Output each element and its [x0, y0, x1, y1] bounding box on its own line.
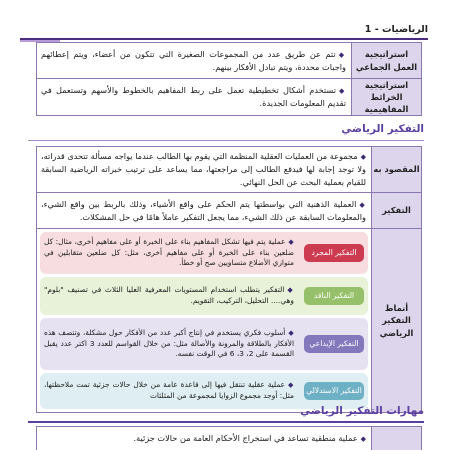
type-item-critical [40, 277, 368, 315]
definition-text-cell [37, 147, 372, 193]
definition-text-cell [37, 193, 372, 229]
type-item-inductive [40, 373, 368, 409]
skill-text-cell [37, 427, 372, 450]
type-text-content: عملية يتم فيها تشكل المفاهيم بناء على الخبرة أو على مفاهيم أخرى، مثال: كل ضلعين بناء على الخبرة أو على مفاهيم أخرى، مثل: كل ضلعين متقابلين في متوازي الأضلاع متساويين صح أو خطأ. [44, 236, 294, 268]
bullet-icon: ◆ [338, 50, 346, 59]
bullet-icon: ◆ [287, 286, 295, 295]
type-text [40, 377, 300, 404]
strategy-text-cell [37, 43, 352, 79]
types-list [37, 229, 371, 412]
strategy-text: تتم عن طريق عدد من المجموعات الصغيرة التي تتكون من أعضاء، ويتم إعطائهم واجبات محددة، ويتم تبادل الأفكار بينهم. [41, 48, 346, 72]
type-text [40, 325, 300, 363]
type-item-abstract [40, 232, 368, 274]
page-header-title: الرياضيات - 1 [364, 24, 428, 35]
definition-name-cell: المقصود به [372, 147, 422, 193]
strategy-text-cell [37, 79, 352, 116]
bullet-icon: ◆ [288, 328, 295, 337]
strategy-row [37, 79, 422, 116]
types-name-cell: أنماط التفكير الرياضي [372, 229, 422, 413]
thinking-table [36, 146, 422, 413]
strategy-text: تستخدم أشكال تخطيطية تعمل على ربط المفاهيم بالخطوط والأسهم وتستعمل في تقديم المعلومات الجديدة. [41, 85, 346, 109]
section-rule [28, 140, 424, 141]
type-text [40, 234, 300, 272]
type-label: التفكير الاستدلالي [304, 382, 364, 400]
skill-row [37, 427, 422, 450]
strategy-name-cell: استراتيجية العمل الجماعي [352, 43, 422, 79]
type-item-creative [40, 318, 368, 370]
bullet-icon: ◆ [288, 237, 295, 246]
skills-table [36, 426, 422, 450]
definition-row [37, 193, 422, 229]
type-text [40, 282, 300, 309]
strategies-table [36, 42, 422, 116]
type-label: التفكير الإبداعي [304, 335, 364, 353]
bullet-icon: ◆ [360, 153, 366, 162]
skill-text: عملية منطقية تساعد في استخراج الأحكام العامة من حالات جزئية. [133, 433, 358, 444]
skill-name-cell [372, 427, 422, 450]
type-text-content: التفكير يتطلب استخدام المستويات المعرفية العليا الثلاث في تصنيف "بلوم" وهي.... التحليل، التركيب، التقويم. [44, 285, 294, 305]
bullet-icon: ◆ [359, 200, 366, 209]
definition-row [37, 147, 422, 193]
strategy-row [37, 43, 422, 79]
header-rule [20, 38, 428, 40]
bullet-icon: ◆ [288, 381, 294, 390]
section-rule [28, 421, 424, 423]
section-title-skills: مهارات التفكير الرياضي [300, 405, 424, 417]
definition-name-cell: التفكير [372, 193, 422, 229]
section-title-thinking: التفكير الرياضي [341, 123, 424, 135]
type-text-content: عملية عقلية تنتقل فيها إلى قاعدة عامة من خلال حالات جزئية تمت ملاحظتها، مثل: أوجد مجموع الزوايا لمجموعة من المثلثات [44, 380, 294, 400]
definition-text: مجموعة من العمليات العقلية المنظمة التي يقوم بها الطالب عندما يواجه مسألة تتحدى قدراته، ولا توجد إجابة لها فيدفع الطالب إلى مراجعتها، مما يساعد على ترتيب خبراته الرياضية السابقة للقيام بعملية البحث عن الحل النهائي. [40, 151, 366, 187]
type-label: التفكير المجرد [304, 244, 364, 262]
types-row [37, 229, 422, 413]
strategy-name-cell: استراتيجية الخرائط المفاهيمية [352, 79, 422, 116]
definition-text: العملية الذهنية التي بواسطتها يتم الحكم على واقع الأشياء، وذلك بالربط بين واقع الشيء، والمعلومات السابقة عن ذلك الشيء، مما يجعل التفكير عاملاً هامًا في حل المشكلات. [41, 198, 366, 222]
types-cell [37, 229, 372, 413]
type-text-content: أسلوب فكري يستخدم في إنتاج أكبر عدد من الأفكار حول مشكلة، وتتصف هذه الأفكار بالطلاقة والمرونة والأصالة مثل: من خلال القواسم للعدد 3 اكتر عدد يقبل القسمة على 2، 3، 6 في الوقت نفسه. [44, 327, 294, 359]
type-label: التفكير الناقد [304, 287, 364, 305]
page-header [20, 24, 428, 38]
bullet-icon: ◆ [338, 87, 346, 96]
bullet-icon: ◆ [360, 435, 366, 444]
